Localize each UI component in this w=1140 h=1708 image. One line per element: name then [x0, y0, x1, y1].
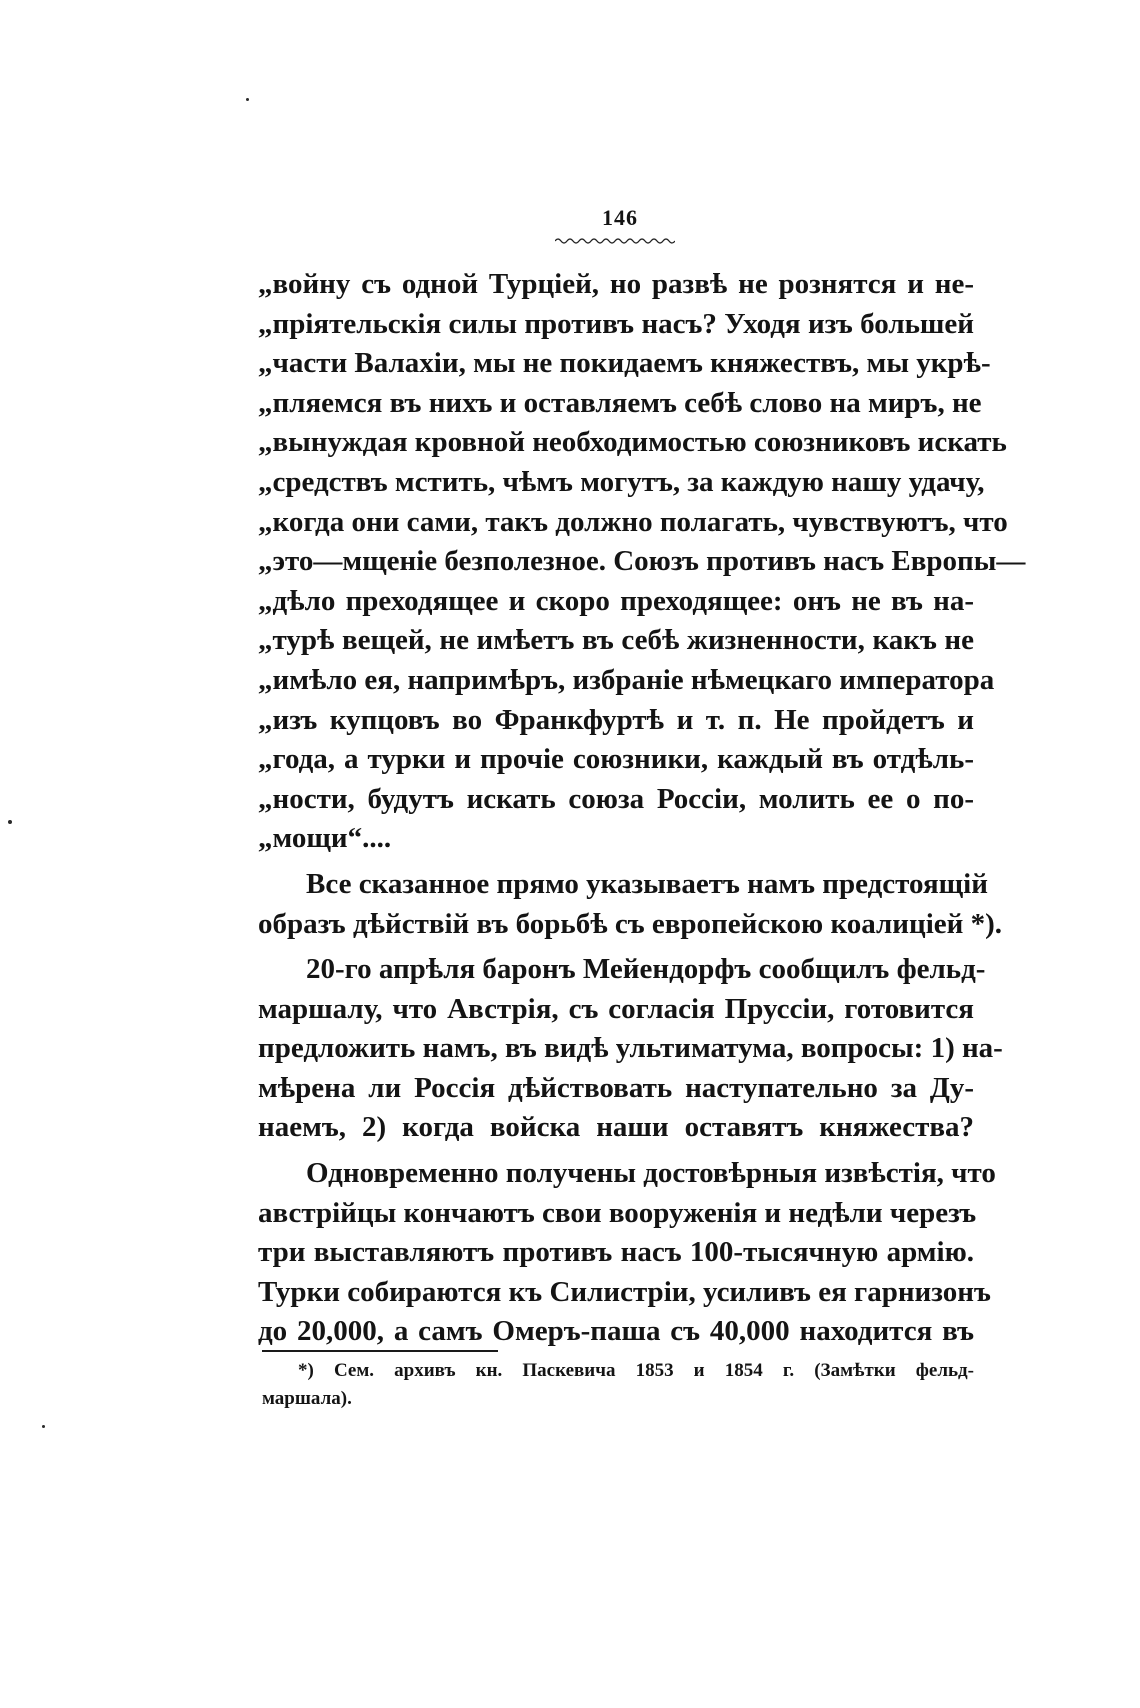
text-line: „мощи“.... [258, 822, 392, 855]
paragraph-meyendorff [258, 950, 1003, 1148]
footnote-line: *) Сем. архивъ кн. Паскевича 1853 и 1854 г. (Замѣтки фельд- [298, 1360, 974, 1381]
text-line: три выставляютъ противъ насъ 100-тысячную армію. [258, 1236, 974, 1269]
page-number-ornament [555, 237, 675, 245]
text-line: „пляемся въ нихъ и оставляемъ себѣ слово на миръ, не [258, 386, 982, 419]
text-line: предложить намъ, въ видѣ ультиматума, вопросы: 1) на- [258, 1032, 1003, 1065]
text-line: „дѣло преходящее и скоро преходящее: онъ не въ на- [258, 584, 974, 617]
text-line: мѣрена ли Россія дѣйствовать наступательно за Ду- [258, 1071, 974, 1104]
text-line: до 20,000, а самъ Омеръ-паша съ 40,000 находится въ [258, 1315, 974, 1348]
footnote [262, 1357, 974, 1413]
text-line: 20-го апрѣля баронъ Мейендорфъ сообщилъ фельд- [306, 953, 986, 986]
text-line: австрійцы кончаютъ свои вооруженія и недѣли черезъ [258, 1196, 977, 1229]
paragraph-quote [258, 265, 1026, 859]
main-text [258, 265, 1026, 1352]
text-line: „войну съ одной Турціей, но развѣ не рознятся и не- [258, 268, 974, 300]
text-line: „года, а турки и прочіе союзники, каждый въ отдѣль- [258, 743, 974, 776]
scan-speck [42, 1425, 45, 1428]
text-line: „вынуждая кровной необходимостью союзниковъ искать [258, 426, 1007, 459]
text-line: наемъ, 2) когда войска наши оставятъ княжества? [258, 1111, 974, 1144]
page-number: 146 [602, 205, 638, 230]
text-line: „пріятельскія силы противъ насъ? Уходя изъ большей [258, 307, 974, 340]
footnote-line: маршала). [262, 1388, 352, 1409]
text-line: Турки собираются къ Силистріи, усиливъ ея гарнизонъ [258, 1275, 991, 1308]
scan-speck [246, 98, 249, 101]
text-line: „когда они сами, такъ должно полагать, чувствуютъ, что [258, 505, 1008, 538]
text-line: „имѣло ея, напримѣръ, избраніе нѣмецкаго императора [258, 663, 995, 696]
text-line: „изъ купцовъ во Франкфуртѣ и т. п. Не пройдетъ и [258, 703, 974, 736]
text-line: „турѣ вещей, не имѣетъ въ себѣ жизненности, какъ не [258, 624, 974, 657]
text-line: маршалу, что Австрія, съ согласія Пруссіи, готовится [258, 992, 974, 1025]
footnote-divider [262, 1350, 498, 1352]
text-line: образъ дѣйствій въ борьбѣ съ европейскою коалиціей *). [258, 907, 1003, 940]
scan-speck [8, 820, 12, 824]
paragraph-conclusion [258, 865, 1003, 944]
text-line: Одновременно получены достовѣрныя извѣстія, что [306, 1157, 996, 1190]
text-line: „части Валахіи, мы не покидаемъ княжествъ, мы укрѣ- [258, 347, 991, 380]
text-line: „ности, будутъ искать союза Россіи, молить ее о по- [258, 782, 974, 815]
paragraph-news [258, 1154, 996, 1352]
text-line: „это—мщеніе безполезное. Союзъ противъ насъ Европы— [258, 545, 1026, 578]
text-line: „средствъ мстить, чѣмъ могутъ, за каждую нашу удачу, [258, 465, 985, 498]
text-line: Все сказанное прямо указываетъ намъ предстоящій [306, 867, 988, 900]
